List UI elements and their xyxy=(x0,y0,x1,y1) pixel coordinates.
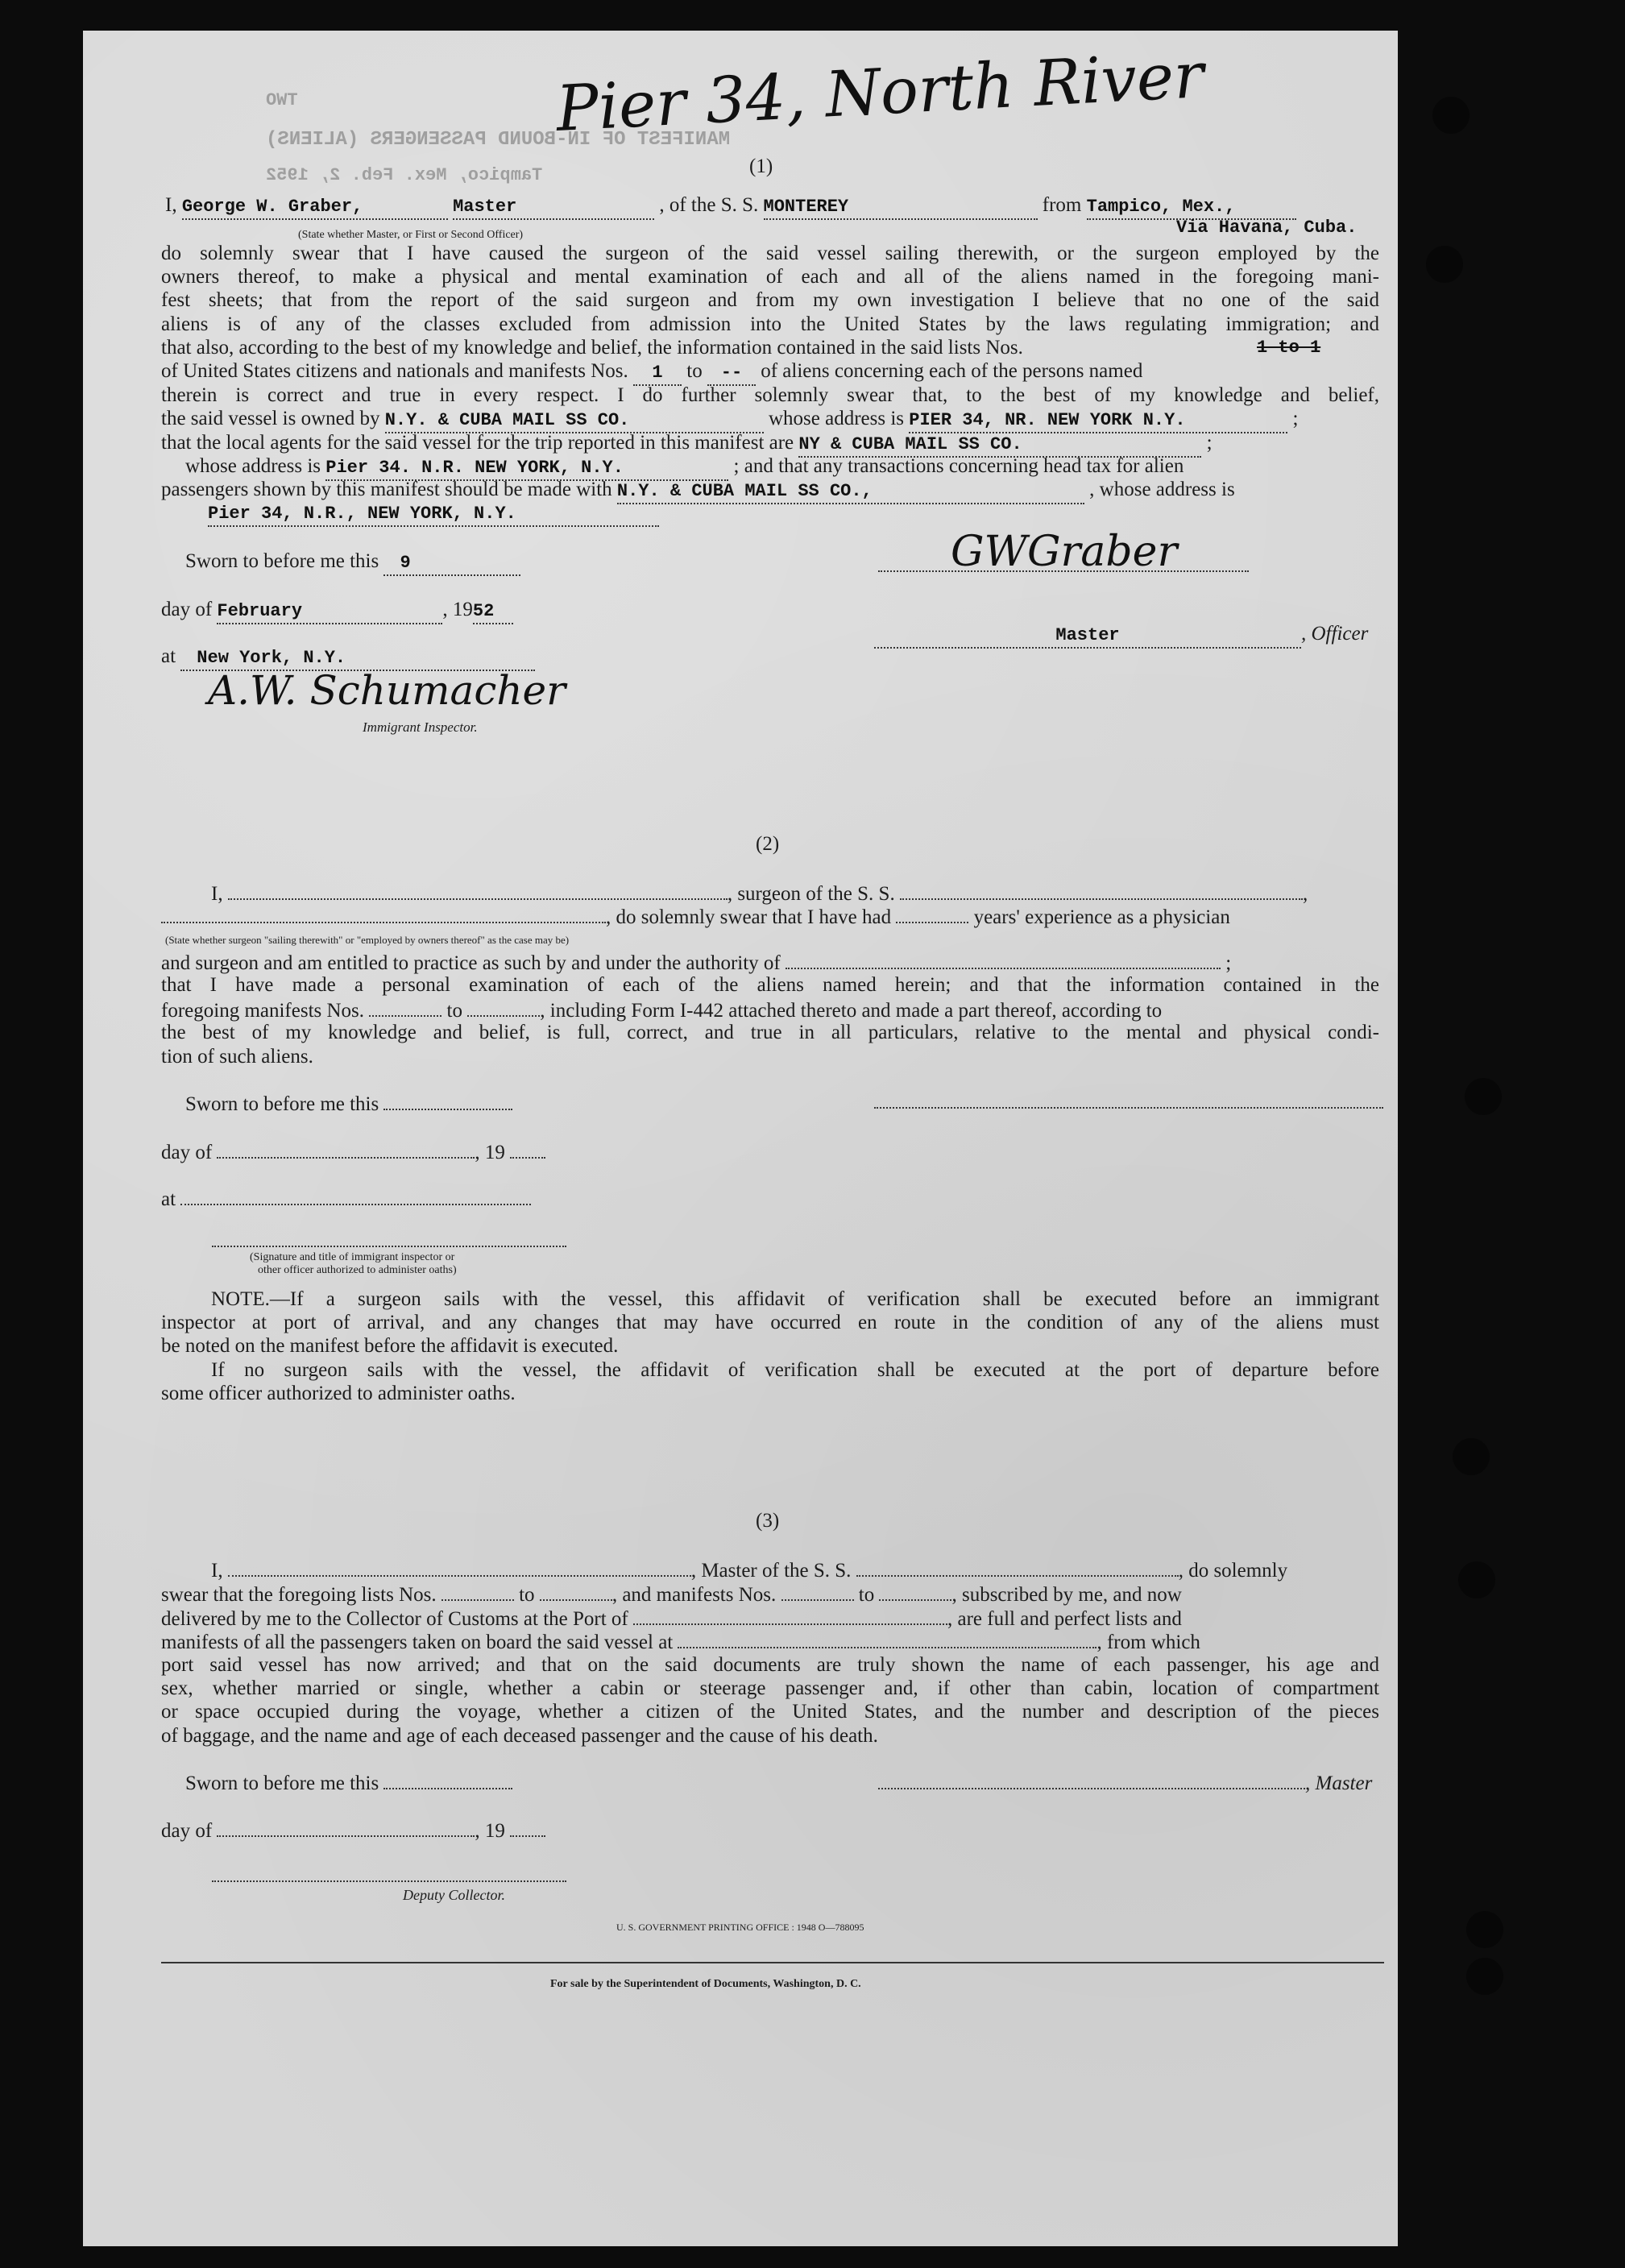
owner-address-label: whose address is xyxy=(768,408,905,429)
master-signature: GWGraber xyxy=(951,528,1178,576)
lists-line-3 xyxy=(161,1582,1182,1607)
lists-mark: 1 to 1 xyxy=(1257,338,1321,358)
master-ss-label: , Master of the S. S. xyxy=(690,1560,852,1582)
footer-rule xyxy=(161,1962,1384,1963)
from-which-label: , from which xyxy=(1096,1632,1200,1653)
manifests-to-field-3[interactable] xyxy=(879,1582,951,1601)
ghost-text: MANIFEST OF IN-BOUND PASSENGERS (ALIENS) xyxy=(266,129,731,151)
surgeon-text: that I have made a personal examination of each of the aliens named herein; and that the information contained in the xyxy=(161,974,1379,996)
agents-label: that the local agents for the said vessel for the trip reported in this manifest are xyxy=(161,432,794,454)
from-label: from xyxy=(1042,194,1082,216)
headtax-tail: , whose address is xyxy=(1089,479,1235,500)
year: 52 xyxy=(473,599,513,624)
officer-title: Master xyxy=(453,195,654,220)
surgeon-text: the best of my knowledge and belief, is full, correct, and true in all particulars, relative to the mental and physical condi- xyxy=(161,1022,1379,1043)
manifest-from-field[interactable] xyxy=(369,997,441,1017)
day-of-label: day of xyxy=(161,599,213,620)
note-text: inspector at port of arrival, and any changes that may have occurred en route in the condition of any of the aliens must xyxy=(161,1312,1379,1333)
oath-line: do solemnly swear that I have caused the surgeon of the said vessel sailing therewith, or the surgeon employed by the xyxy=(161,243,1379,264)
surgeon-note: (State whether surgeon "sailing therewith" or "employed by owners thereof" as the case may be) xyxy=(165,934,570,946)
surgeon-ship-field[interactable] xyxy=(900,881,1303,900)
section-number: (3) xyxy=(756,1510,780,1532)
manifests-from: 1 xyxy=(633,361,682,386)
manifests-label-3: , and manifests Nos. xyxy=(611,1584,777,1606)
manifest-to-field[interactable] xyxy=(467,997,540,1017)
section-number: (1) xyxy=(749,155,773,177)
manifests-line-2 xyxy=(161,997,1162,1022)
year-field-3[interactable] xyxy=(510,1818,545,1837)
manifests-to-label: to xyxy=(686,360,703,382)
day-of-line-2 xyxy=(161,1139,545,1164)
master-i: I, xyxy=(211,1560,223,1582)
day-of-label-3: day of xyxy=(161,1820,213,1842)
note-text: be noted on the manifest before the affidavit is executed. xyxy=(161,1335,619,1357)
punch-hole xyxy=(1465,1078,1502,1115)
form-label: , including Form I-442 attached thereto and made a part thereof, according to xyxy=(540,1000,1163,1022)
punch-hole xyxy=(1453,1438,1490,1475)
sworn-label-3: Sworn to before me this xyxy=(185,1773,379,1794)
sworn-line-2 xyxy=(185,1091,512,1116)
year-prefix-3: , 19 xyxy=(475,1820,505,1842)
master-text: or space occupied during the voyage, whether a citizen of the United States, and the number and description of the pieces xyxy=(161,1701,1379,1723)
punch-hole xyxy=(1466,1958,1503,1995)
year-prefix: , 19 xyxy=(442,599,473,620)
agent-tail: ; and that any transactions concerning head tax for alien xyxy=(733,455,1184,477)
agent-address-label: whose address is xyxy=(185,455,321,477)
owner-line: the said vessel is owned by N.Y. & CUBA MAIL SS CO. whose address is PIER 34, NR. NEW YORK N.Y. ; xyxy=(161,407,1298,433)
lists-label-3: swear that the foregoing lists Nos. xyxy=(161,1584,437,1606)
month: February xyxy=(217,599,442,624)
years-field[interactable] xyxy=(896,904,968,923)
master-title: Master xyxy=(874,624,1301,649)
note-text: NOTE.—If a surgeon sails with the vessel, this affidavit of verification shall be executed before an immigrant xyxy=(211,1288,1379,1310)
perfect-lists-label: , are full and perfect lists and xyxy=(947,1608,1182,1630)
master-signature-field-3[interactable] xyxy=(878,1770,1305,1789)
at-label: at xyxy=(161,645,176,667)
ship-name: MONTEREY xyxy=(764,195,1038,220)
boarded-line-3 xyxy=(161,1629,1200,1654)
punch-hole xyxy=(1432,97,1470,134)
month-field-2[interactable] xyxy=(217,1139,475,1159)
inspector-label: Immigrant Inspector. xyxy=(363,719,478,735)
officer-line xyxy=(874,622,1368,649)
master-line-3 xyxy=(211,1557,1287,1582)
oath-line: therein is correct and true in every respect. I do further solemnly swear that, to the best of my knowledge and belief, xyxy=(161,384,1379,406)
subscribed-label: , subscribed by me, and now xyxy=(951,1584,1182,1606)
day-of-label-2: day of xyxy=(161,1142,213,1163)
state-note: (State whether Master, or First or Second Officer) xyxy=(298,229,524,241)
master-text: port said vessel has now arrived; and that on the said documents are truly shown the name of each passenger, his age and xyxy=(161,1654,1379,1676)
boarded-label: manifests of all the passengers taken on board the said vessel at xyxy=(161,1632,674,1653)
ghost-text: TWO xyxy=(266,90,298,110)
lists-to-label-3: to xyxy=(519,1584,535,1606)
sig-note: (Signature and title of immigrant inspector or xyxy=(250,1251,455,1263)
manifests-to: -- xyxy=(707,361,756,386)
agents-name: NY & CUBA MAIL SS CO. xyxy=(798,433,1201,458)
sworn-day-field-2[interactable] xyxy=(383,1091,512,1110)
sworn-day-field-3[interactable] xyxy=(383,1770,512,1789)
sworn-day: 9 xyxy=(383,551,520,576)
swear-label: , do solemnly swear that I have had xyxy=(606,906,892,928)
agent-address: Pier 34. N.R. NEW YORK, N.Y. xyxy=(325,456,728,481)
oath-line: that also, according to the best of my knowledge and belief, the information contained in the said lists Nos. xyxy=(161,337,1023,359)
punch-hole xyxy=(1458,1561,1495,1598)
manifests-tail: of aliens concerning each of the persons named xyxy=(761,360,1143,382)
deputy-label: Deputy Collector. xyxy=(403,1887,505,1903)
surgeon-i: I, xyxy=(211,883,223,905)
owner-name: N.Y. & CUBA MAIL SS CO. xyxy=(385,408,764,433)
sworn-label-2: Sworn to before me this xyxy=(185,1093,379,1115)
punch-hole xyxy=(1466,1911,1503,1948)
owned-label: the said vessel is owned by xyxy=(161,408,380,429)
surgeon-ss-label: , surgeon of the S. S. xyxy=(727,883,895,905)
lists-from-field-3[interactable] xyxy=(441,1582,514,1601)
master-name: George W. Graber, xyxy=(182,195,448,220)
from-port: Tampico, Mex., xyxy=(1087,195,1296,220)
for-sale-note: For sale by the Superintendent of Documents, Washington, D. C. xyxy=(550,1978,861,1990)
inspector-signature: A.W. Schumacher xyxy=(208,667,566,714)
note-text: If no surgeon sails with the vessel, the affidavit of verification shall be executed at the port of departure before xyxy=(211,1359,1379,1381)
sworn-label: Sworn to before me this xyxy=(185,550,379,572)
year-field-2[interactable] xyxy=(510,1139,545,1159)
year-prefix-2: , 19 xyxy=(475,1142,505,1163)
at-line-2 xyxy=(161,1186,531,1211)
manifests-label-2: foregoing manifests Nos. xyxy=(161,1000,365,1022)
punch-hole xyxy=(1426,246,1463,283)
sworn-line xyxy=(185,549,520,576)
surgeon-name-field[interactable] xyxy=(228,881,728,900)
at-place: New York, N.Y. xyxy=(180,646,535,671)
boarded-port-field[interactable] xyxy=(678,1629,1096,1648)
master-ship-field[interactable] xyxy=(856,1557,1179,1577)
oath-line: owners thereof, to make a physical and mental examination of each and all of the aliens named in the foregoing mani- xyxy=(161,266,1379,288)
note-text: some officer authorized to administer oaths. xyxy=(161,1383,516,1404)
port-line-3 xyxy=(161,1606,1182,1631)
surgeon-signature-line[interactable] xyxy=(874,1107,1383,1109)
oath-line: fest sheets; that from the report of the said surgeon and from my own investigation I believe that no one of the said xyxy=(161,289,1379,311)
manifests-label: of United States citizens and nationals and manifests Nos. xyxy=(161,360,628,382)
inspector-signature-line[interactable] xyxy=(212,1246,566,1247)
headtax-line xyxy=(161,478,1235,504)
to-label-2: to xyxy=(446,1000,462,1022)
master-label-3: , Master xyxy=(1305,1773,1373,1794)
port-field[interactable] xyxy=(633,1606,947,1625)
authority-label: and surgeon and am entitled to practice as such by and under the authority of xyxy=(161,952,781,974)
lists-to-field-3[interactable] xyxy=(540,1582,612,1601)
ss-label: , of the S. S. xyxy=(659,194,759,216)
surgeon-status-field[interactable] xyxy=(161,904,606,923)
manifests-to-label-3: to xyxy=(858,1584,875,1606)
master-text: of baggage, and the name and age of each deceased passenger and the cause of his death. xyxy=(161,1725,878,1747)
headtax-party: N.Y. & CUBA MAIL SS CO., xyxy=(617,479,1084,504)
authority-field[interactable] xyxy=(786,950,1221,969)
signature-line xyxy=(878,570,1249,572)
at-label-2: at xyxy=(161,1188,176,1210)
day-of-line-3 xyxy=(161,1818,545,1843)
agents-line: that the local agents for the said vessel for the trip reported in this manifest are NY & CUBA MAIL SS CO. ; xyxy=(161,431,1213,458)
deputy-signature-line[interactable] xyxy=(212,1880,566,1882)
headtax-label: passengers shown by this manifest should be made with xyxy=(161,479,612,500)
master-line: I, George W. Graber, Master , of the S. S. MONTEREY from Tampico, Mex., xyxy=(165,193,1296,220)
collector-label: delivered by me to the Collector of Customs at the Port of xyxy=(161,1608,628,1630)
manifests-from-field-3[interactable] xyxy=(781,1582,854,1601)
handwritten-header: Pier 34, North River xyxy=(554,39,1206,146)
officer-label: , Officer xyxy=(1301,623,1369,645)
month-field-3[interactable] xyxy=(217,1818,475,1837)
owner-address: PIER 34, NR. NEW YORK N.Y. xyxy=(909,408,1287,433)
via-port: Via Havana, Cuba. xyxy=(1176,218,1358,238)
experience-line xyxy=(161,904,1230,929)
sworn-line-3 xyxy=(185,1770,512,1795)
surgeon-line: I, , surgeon of the S. S. , xyxy=(211,881,1308,906)
day-of-line xyxy=(161,598,513,624)
printing-office: U. S. GOVERNMENT PRINTING OFFICE : 1948 O—788095 xyxy=(616,1922,864,1933)
master-name-field[interactable] xyxy=(228,1557,691,1577)
master-sign-line-3 xyxy=(878,1770,1372,1795)
experience-label: years' experience as a physician xyxy=(973,906,1230,928)
manifests-line xyxy=(161,359,1142,386)
master-text: sex, whether married or single, whether a cabin or steerage passenger and, if other than cabin, location of compartment xyxy=(161,1677,1379,1699)
authority-line: and surgeon and am entitled to practice as such by and under the authority of ; xyxy=(161,950,1231,975)
sig-note: other officer authorized to administer oaths) xyxy=(258,1264,457,1276)
at-field-2[interactable] xyxy=(180,1186,531,1205)
headtax-address: Pier 34, N.R., NEW YORK, N.Y. xyxy=(208,502,659,527)
oath-line: aliens is of any of the classes excluded from admission into the United States by the laws regulating immigration; and xyxy=(161,313,1379,335)
surgeon-text: tion of such aliens. xyxy=(161,1046,313,1068)
master-swear-label: , do solemnly xyxy=(1178,1560,1288,1582)
section-number: (2) xyxy=(756,833,780,855)
ghost-text: Tampico, Mex. Feb. 2, 1952 xyxy=(266,165,543,185)
